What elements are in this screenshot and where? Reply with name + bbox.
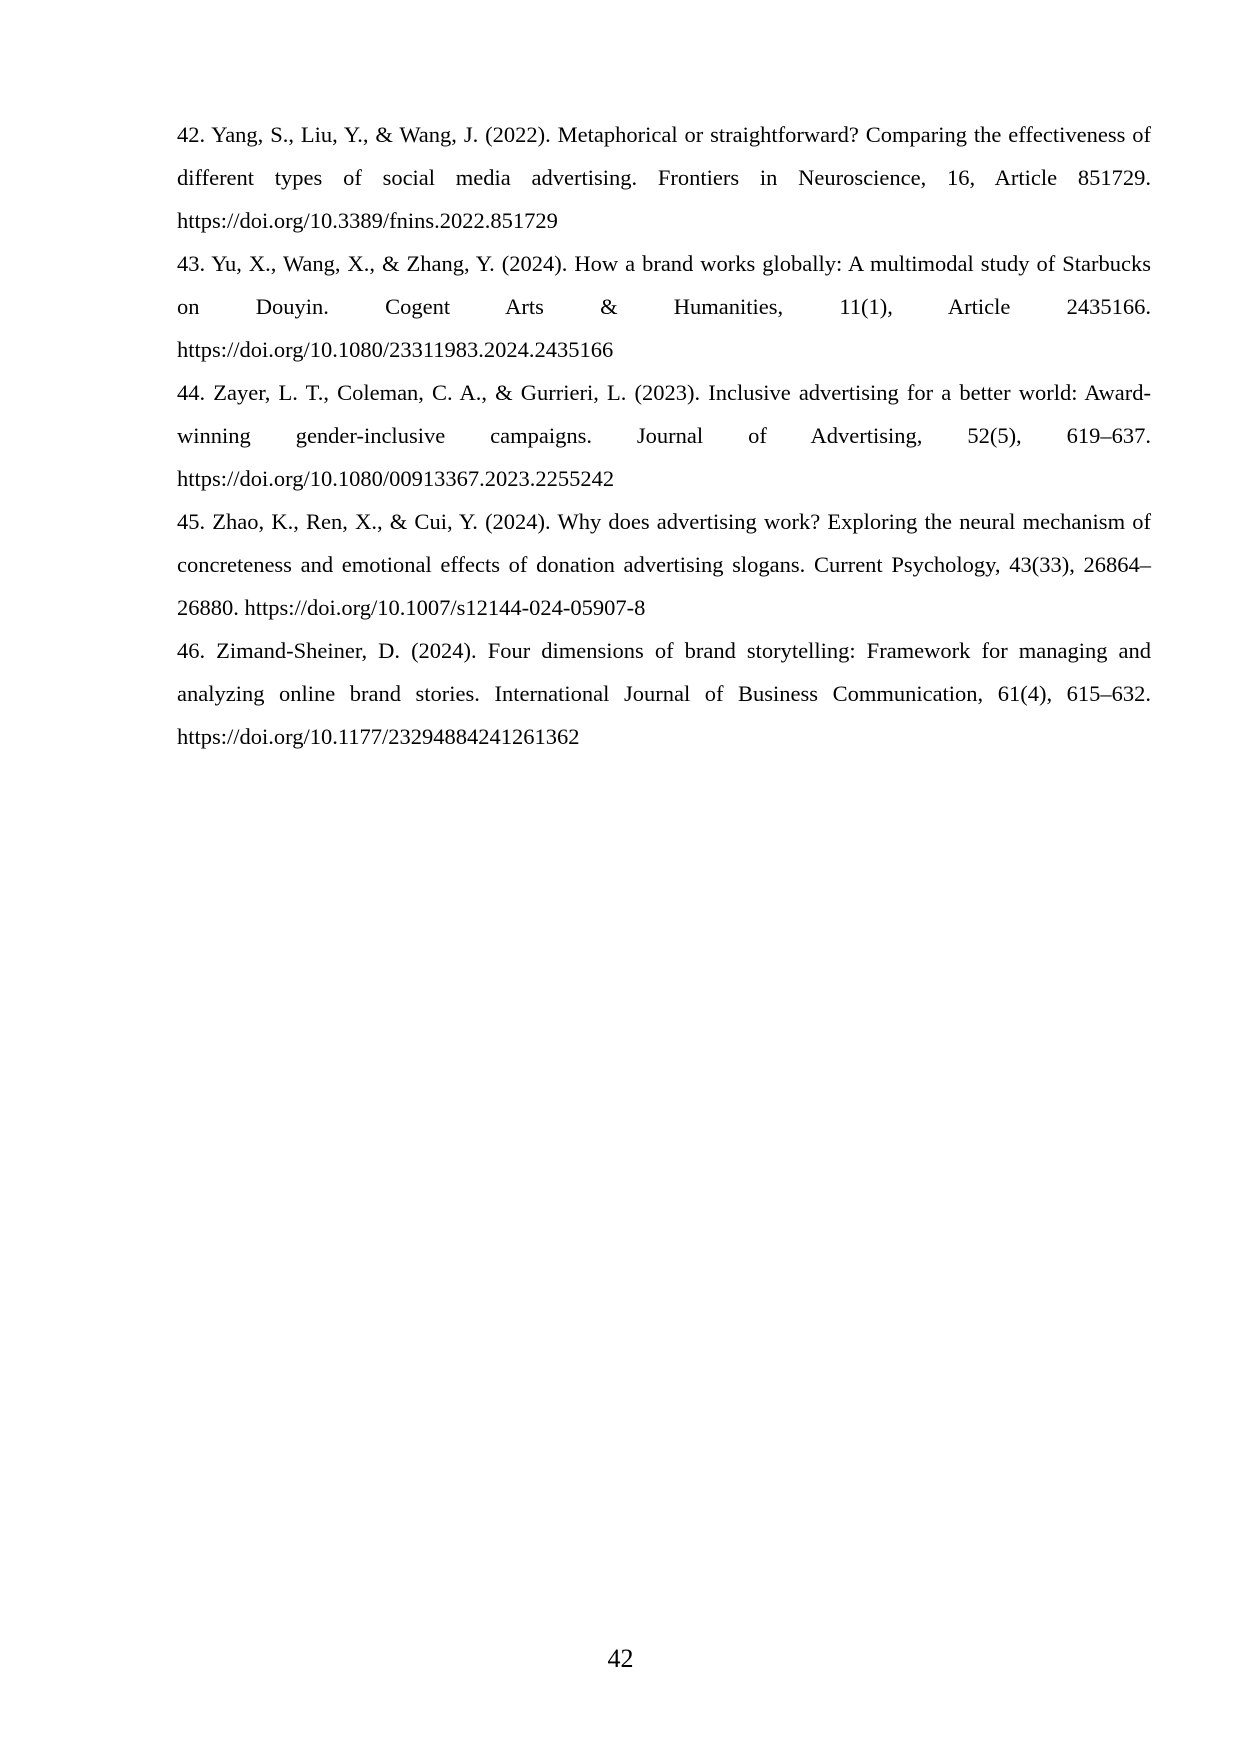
- reference-item: 44. Zayer, L. T., Coleman, C. A., & Gurrieri, L. (2023). Inclusive advertising for a better world: Award-winning gender-inclusive campaigns. Journal of Advertising, 52(5), 619–637. https://doi.org/10.1080/00913367.2023.2255242: [177, 380, 1151, 491]
- reference-item: 43. Yu, X., Wang, X., & Zhang, Y. (2024). How a brand works globally: A multimodal study of Starbucks on Douyin. Cogent Arts & Humanities, 11(1), Article 2435166. https://doi.org/10.1080/23311983.2024.2435166: [177, 251, 1151, 362]
- reference-item: 42. Yang, S., Liu, Y., & Wang, J. (2022). Metaphorical or straightforward? Comparing the effectiveness of different types of social media advertising. Frontiers in Neuroscience, 16, Article 851729. https://doi.org/10.3389/fnins.2022.851729: [177, 122, 1151, 233]
- reference-item: 45. Zhao, K., Ren, X., & Cui, Y. (2024). Why does advertising work? Exploring the neural mechanism of concreteness and emotional effects of donation advertising slogans. Current Psychology, 43(33), 26864–26880. https://doi.org/10.1007/s12144-024-05907-8: [177, 509, 1151, 620]
- reference-list: [177, 113, 1151, 758]
- reference-item: 46. Zimand-Sheiner, D. (2024). Four dimensions of brand storytelling: Framework for managing and analyzing online brand stories. International Journal of Business Communication, 61(4), 615–632. https://doi.org/10.1177/23294884241261362: [177, 638, 1151, 749]
- page-number: 42: [607, 1644, 634, 1673]
